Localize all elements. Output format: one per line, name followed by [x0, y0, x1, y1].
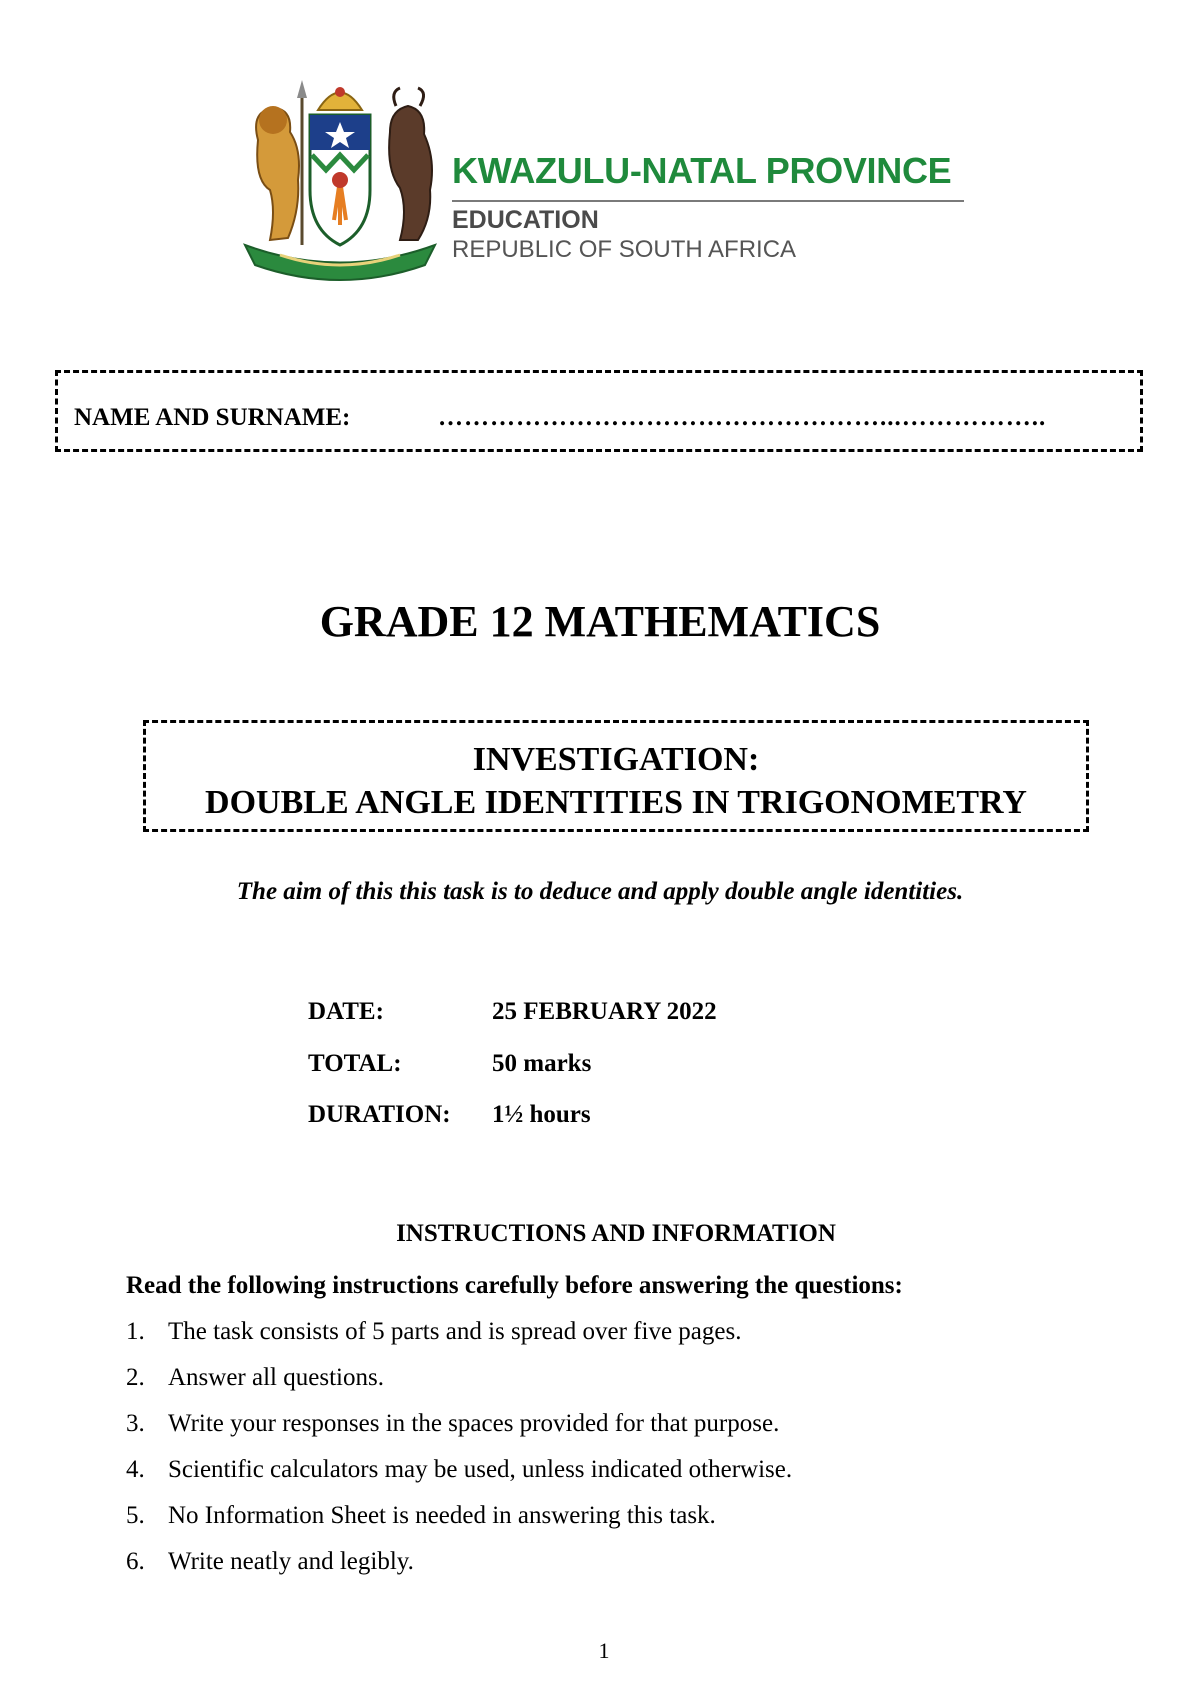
date-value: 25 FEBRUARY 2022 — [492, 998, 717, 1025]
task-aim: The aim of this this task is to deduce and apply double angle identities. — [236, 878, 964, 905]
total-value: 50 marks — [492, 1050, 592, 1077]
list-item: Scientific calculators may be used, unless indicated otherwise. — [168, 1456, 793, 1483]
page-number: 1 — [598, 1638, 610, 1663]
list-item-number: 2. — [126, 1364, 145, 1391]
investigation-label: INVESTIGATION: — [472, 741, 760, 778]
list-item: Write your responses in the spaces provided for that purpose. — [168, 1410, 780, 1437]
list-item-number: 3. — [126, 1410, 145, 1437]
instructions-heading: INSTRUCTIONS AND INFORMATION — [396, 1220, 836, 1247]
page-title: GRADE 12 MATHEMATICS — [319, 597, 881, 646]
total-label: TOTAL: — [308, 1050, 402, 1077]
instructions-intro: Read the following instructions carefully before answering the questions: — [126, 1272, 903, 1299]
list-item: The task consists of 5 parts and is spread over five pages. — [168, 1318, 742, 1345]
list-item: No Information Sheet is needed in answering this task. — [168, 1502, 716, 1529]
investigation-topic: DOUBLE ANGLE IDENTITIES IN TRIGONOMETRY — [205, 784, 1027, 821]
date-label: DATE: — [308, 998, 384, 1025]
investigation-box — [143, 720, 1089, 832]
department-name: EDUCATION — [452, 206, 599, 234]
list-item: Answer all questions. — [168, 1364, 384, 1391]
list-item: Write neatly and legibly. — [168, 1548, 414, 1575]
duration-label: DURATION: — [308, 1101, 451, 1128]
name-input-line[interactable]: ……………………………………………...…………….. — [438, 404, 1047, 431]
province-title: KWAZULU-NATAL PROVINCE — [452, 150, 952, 191]
list-item-number: 6. — [126, 1548, 145, 1575]
duration-value: 1½ hours — [492, 1101, 591, 1128]
list-item-number: 4. — [126, 1456, 145, 1483]
coat-of-arms-icon — [240, 70, 440, 285]
list-item-number: 5. — [126, 1502, 145, 1529]
country-name: REPUBLIC OF SOUTH AFRICA — [452, 236, 797, 263]
list-item-number: 1. — [126, 1318, 145, 1345]
header-divider — [452, 200, 964, 202]
name-field-label: NAME AND SURNAME: — [74, 404, 351, 431]
